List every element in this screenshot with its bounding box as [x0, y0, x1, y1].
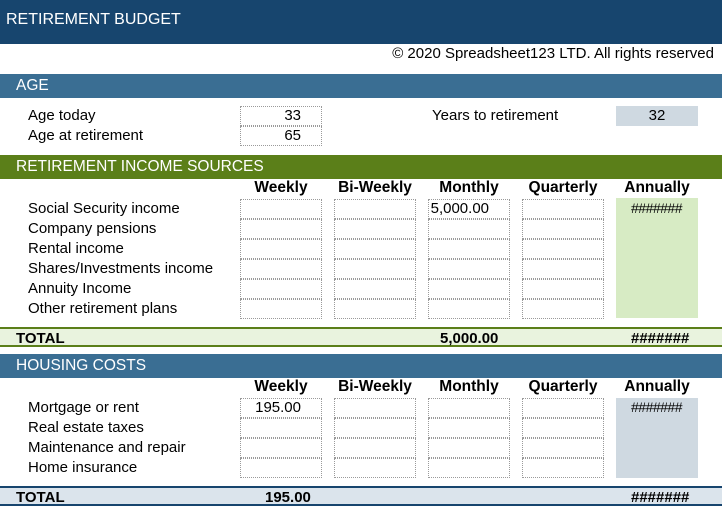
- housing-quarterly-input[interactable]: [522, 458, 604, 478]
- housing-weekly-input[interactable]: [240, 458, 322, 478]
- housing-monthly-input[interactable]: [428, 418, 510, 438]
- age-today-input[interactable]: 33: [240, 106, 322, 126]
- housing-total-annually: #######: [631, 489, 690, 506]
- years-to-retirement-value: 32: [616, 106, 698, 126]
- age-retirement-label: Age at retirement: [28, 127, 144, 144]
- income-quarterly-input[interactable]: [522, 259, 604, 279]
- income-total-label: TOTAL: [16, 330, 65, 347]
- housing-monthly-input[interactable]: [428, 438, 510, 458]
- income-col-biweekly: Bi-Weekly: [338, 179, 412, 196]
- housing-total-weekly: 195.00: [265, 489, 311, 506]
- app-title: RETIREMENT BUDGET: [6, 11, 181, 28]
- copyright-notice: © 2020 Spreadsheet123 LTD. All rights reserved: [392, 45, 714, 62]
- income-monthly-input[interactable]: 5,000.00: [428, 199, 510, 219]
- income-weekly-input[interactable]: [240, 279, 322, 299]
- income-col-monthly: Monthly: [439, 179, 499, 196]
- income-col-weekly: Weekly: [254, 179, 308, 196]
- housing-biweekly-input[interactable]: [334, 458, 416, 478]
- housing-biweekly-input[interactable]: [334, 438, 416, 458]
- housing-col-monthly: Monthly: [439, 378, 499, 395]
- income-quarterly-input[interactable]: [522, 239, 604, 259]
- income-monthly-input[interactable]: [428, 279, 510, 299]
- housing-biweekly-input[interactable]: [334, 418, 416, 438]
- income-quarterly-input[interactable]: [522, 199, 604, 219]
- income-weekly-input[interactable]: [240, 239, 322, 259]
- housing-row-label: Mortgage or rent: [28, 399, 139, 416]
- housing-weekly-input[interactable]: [240, 438, 322, 458]
- income-annually-value: #######: [631, 200, 683, 216]
- years-to-retirement-label: Years to retirement: [432, 107, 559, 124]
- income-biweekly-input[interactable]: [334, 219, 416, 239]
- income-weekly-input[interactable]: [240, 219, 322, 239]
- income-biweekly-input[interactable]: [334, 299, 416, 319]
- income-row-label: Social Security income: [28, 200, 180, 217]
- income-total-row: [0, 327, 722, 347]
- income-total-monthly: 5,000.00: [440, 330, 499, 347]
- housing-quarterly-input[interactable]: [522, 398, 604, 418]
- housing-weekly-input[interactable]: [240, 418, 322, 438]
- income-monthly-input[interactable]: [428, 239, 510, 259]
- income-biweekly-input[interactable]: [334, 239, 416, 259]
- housing-monthly-input[interactable]: [428, 458, 510, 478]
- housing-biweekly-input[interactable]: [334, 398, 416, 418]
- income-monthly-input[interactable]: [428, 299, 510, 319]
- age-today-label: Age today: [28, 107, 96, 124]
- income-quarterly-input[interactable]: [522, 299, 604, 319]
- income-row-label: Annuity Income: [28, 280, 132, 297]
- housing-section-header: HOUSING COSTS: [0, 354, 722, 378]
- housing-annually-value: #######: [631, 399, 683, 415]
- income-weekly-input[interactable]: [240, 259, 322, 279]
- housing-monthly-input[interactable]: [428, 398, 510, 418]
- age-section-header: AGE: [0, 74, 722, 98]
- income-biweekly-input[interactable]: [334, 259, 416, 279]
- housing-col-weekly: Weekly: [254, 378, 308, 395]
- housing-row-label: Maintenance and repair: [28, 439, 186, 456]
- income-monthly-input[interactable]: [428, 259, 510, 279]
- income-quarterly-input[interactable]: [522, 219, 604, 239]
- title-bar: [0, 0, 722, 44]
- housing-total-row: [0, 486, 722, 506]
- housing-quarterly-input[interactable]: [522, 438, 604, 458]
- housing-row-label: Real estate taxes: [28, 419, 144, 436]
- income-biweekly-input[interactable]: [334, 199, 416, 219]
- housing-total-label: TOTAL: [16, 489, 65, 506]
- income-total-annually: #######: [631, 330, 690, 347]
- income-col-quarterly: Quarterly: [528, 179, 598, 196]
- income-col-annually: Annually: [624, 179, 690, 196]
- housing-row-label: Home insurance: [28, 459, 138, 476]
- income-weekly-input[interactable]: [240, 199, 322, 219]
- income-row-label: Other retirement plans: [28, 300, 178, 317]
- income-row-label: Company pensions: [28, 220, 157, 237]
- income-biweekly-input[interactable]: [334, 279, 416, 299]
- income-weekly-input[interactable]: [240, 299, 322, 319]
- income-annual-column-bg: [616, 198, 698, 318]
- income-monthly-input[interactable]: [428, 219, 510, 239]
- income-row-label: Rental income: [28, 240, 124, 257]
- income-row-label: Shares/Investments income: [28, 260, 214, 277]
- housing-col-quarterly: Quarterly: [528, 378, 598, 395]
- age-retirement-input[interactable]: 65: [240, 126, 322, 146]
- housing-col-biweekly: Bi-Weekly: [338, 378, 412, 395]
- housing-col-annually: Annually: [624, 378, 690, 395]
- housing-weekly-input[interactable]: 195.00: [240, 398, 322, 418]
- income-section-header: RETIREMENT INCOME SOURCES: [0, 155, 722, 179]
- housing-quarterly-input[interactable]: [522, 418, 604, 438]
- income-quarterly-input[interactable]: [522, 279, 604, 299]
